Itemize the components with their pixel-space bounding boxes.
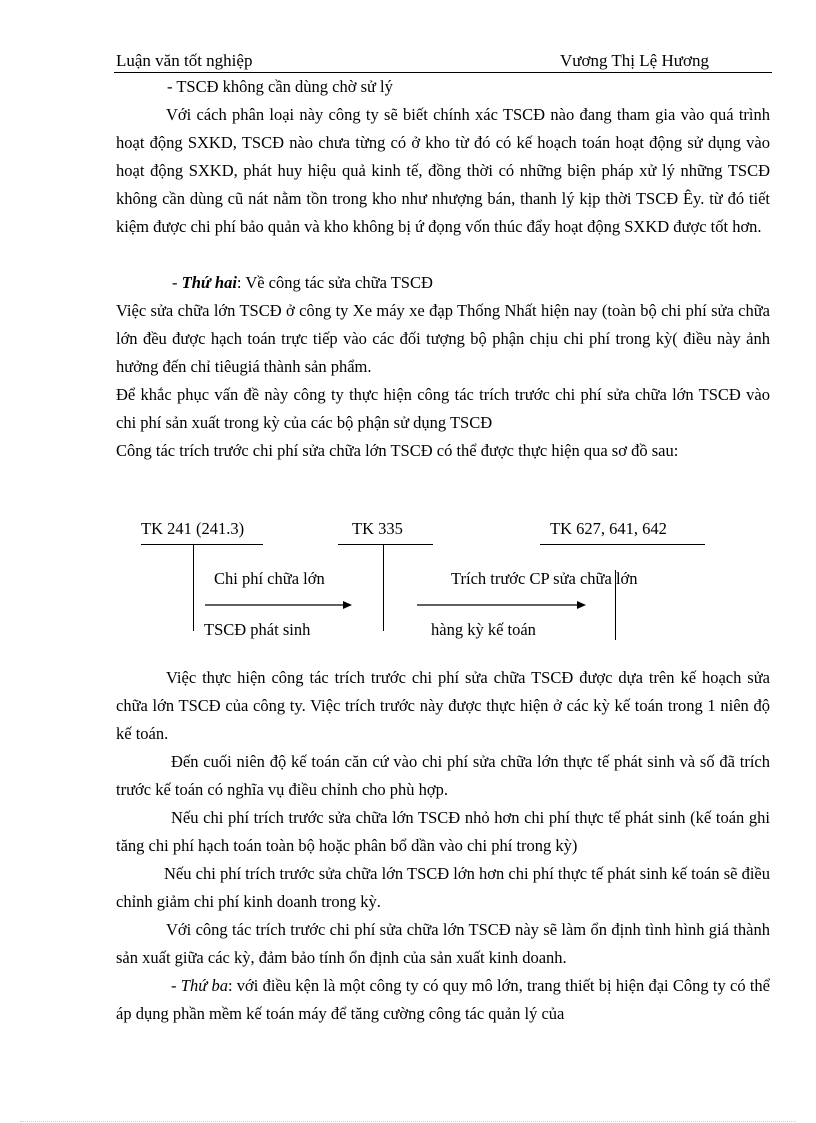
- paragraph-third-point: [116, 972, 770, 1028]
- second-point-prefix: -: [172, 273, 182, 292]
- paragraph-classification-benefit: Với cách phân loại này công ty sẽ biết chính xác TSCĐ nào đang tham gia vào quá trình hoạt động SXKD, TSCĐ nào chưa từng có ở kho từ đó có kế hoạch toán hoạt động sử dụng vào hoạt động SXKD, phát huy hiệu quả kinh tế, đồng thời có những biện pháp xử lý những TSCĐ không cần dùng cũ nát nằm tồn trong kho như nhượng bán, thanh lý kịp thời TSCĐ Êy. từ đó tiết kiệm được chi phí bảo quản và kho không bị ứ đọng vốn thúc đẩy hoạt động SXKD được tốt hơn.: [116, 105, 770, 236]
- paragraph-underestimate: Nếu chi phí trích trước sửa chữa lớn TSCĐ nhỏ hơn chi phí thực tế phát sinh (kế toán ghi tăng chi phí hạch toán toàn bộ hoặc phân bổ dần vào chi phí trong kỳ): [116, 808, 770, 855]
- page-bottom-edge: [20, 1121, 796, 1122]
- account-241-label: TK 241 (241.3): [141, 519, 245, 538]
- flow2-top-label: Trích trước CP sửa chữa lớn: [451, 569, 638, 588]
- third-point-text: : với điều kện là một công ty có quy mô lớn, trang thiết bị hiện đại Công ty có thể áp dụng phần mềm kế toán máy để tăng cường công tác quản lý của: [116, 976, 770, 1023]
- flow1-bottom-label: TSCĐ phát sinh: [204, 620, 311, 639]
- third-point-prefix: -: [171, 976, 181, 995]
- account-335-label: TK 335: [352, 519, 403, 538]
- header-left-title: Luận văn tốt nghiệp: [116, 51, 253, 70]
- paragraph-diagram-intro: Công tác trích trước chi phí sửa chữa lớn TSCĐ có thể được thực hiện qua sơ đồ sau:: [116, 441, 679, 460]
- second-point-text: : Về công tác sửa chữa TSCĐ: [236, 273, 433, 292]
- second-point-label: Thứ hai: [181, 273, 237, 292]
- paragraph-repair-current: Việc sửa chữa lớn TSCĐ ở công ty Xe máy xe đạp Thống Nhất hiện nay (toàn bộ chi phí sửa chữa lớn đều được hạch toán trực tiếp vào các đối tượng bộ phận chịu chi phí trong kỳ( điều này ảnh hưởng đến chỉ tiêugiá thành sản phẩm.: [116, 301, 770, 376]
- paragraph-year-end-adjust: Đến cuối niên độ kế toán căn cứ vào chi phí sửa chữa lớn thực tế phát sinh và số đã trích trước kế toán có nghĩa vụ điều chỉnh cho phù hợp.: [116, 752, 770, 799]
- paragraph-repair-solution: Để khắc phục vấn đề này công ty thực hiện công tác trích trước chi phí sửa chữa lớn TSCĐ vào chi phí sản xuất trong kỳ của các bộ phận sử dụng TSCĐ: [116, 385, 770, 432]
- paragraph-plan-basis: Việc thực hiện công tác trích trước chi phí sửa chữa TSCĐ được dựa trên kế hoạch sửa chữa lớn TSCĐ của công ty. Việc trích trước này được thực hiện ở các kỳ kế toán trong 1 niên độ kế toán.: [116, 668, 770, 743]
- paragraph-not-needed-assets: - TSCĐ không cần dùng chờ sử lý: [167, 77, 393, 96]
- arrow-335-to-627: [417, 601, 586, 609]
- header-author: Vương Thị Lệ Hương: [560, 51, 709, 70]
- arrow-241-to-335: [205, 601, 352, 609]
- third-point-label: Thứ ba: [180, 976, 228, 995]
- account-627-label: TK 627, 641, 642: [550, 519, 667, 538]
- flow2-bottom-label: hàng kỳ kế toán: [431, 620, 536, 639]
- paragraph-stability: Với công tác trích trước chi phí sửa chữa lớn TSCĐ này sẽ làm ổn định tình hình giá thành sản xuất giữa các kỳ, đảm bảo tính ổn định của sản xuất kinh doanh.: [116, 920, 770, 967]
- flow1-top-label: Chi phí chữa lớn: [214, 569, 325, 588]
- paragraph-overestimate: Nếu chi phí trích trước sửa chữa lớn TSCĐ lớn hơn chi phí thực tế phát sinh kế toán sẽ điều chỉnh giảm chi phí kinh doanh trong kỳ.: [116, 864, 770, 911]
